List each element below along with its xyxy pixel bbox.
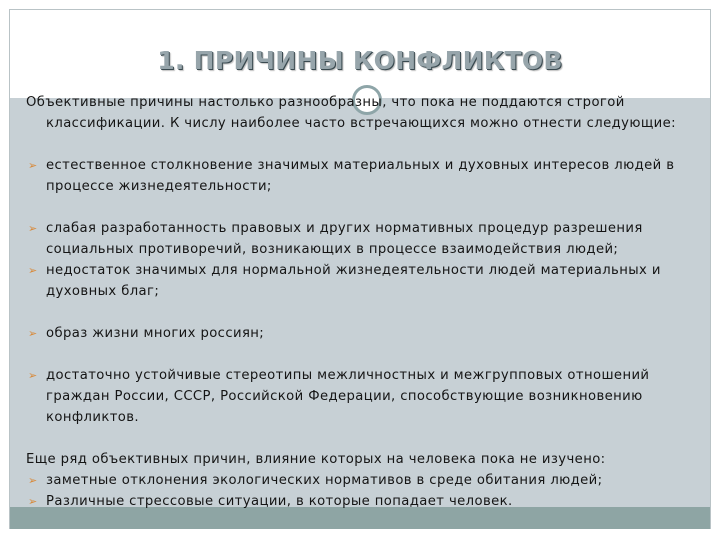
list-item — [26, 155, 686, 197]
list-item-text: слабая разработанность правовых и других нормативных процедур разрешения социальных противоречий, возникающих в процессе взаимодействия людей; — [46, 221, 643, 257]
list-item — [26, 323, 686, 344]
list-item — [26, 470, 686, 491]
additional-causes-list — [26, 470, 686, 512]
causes-list — [26, 155, 686, 428]
arrow-bullet-icon: ➢ — [28, 495, 38, 508]
list-item — [26, 260, 686, 302]
arrow-bullet-icon: ➢ — [28, 159, 38, 172]
outro-paragraph: Еще ряд объективных причин, влияние которых на человека пока не изучено: — [26, 452, 606, 467]
arrow-bullet-icon: ➢ — [28, 327, 38, 340]
list-item — [26, 218, 686, 260]
list-item-text: естественное столкновение значимых материальных и духовных интересов людей в процессе жизнедеятельности; — [46, 158, 675, 194]
intro-paragraph: Объективные причины настолько разнообразны, что пока не поддаются строгой классификации. К числу наиболее часто встречающихся можно отнести следующие: — [26, 95, 676, 131]
list-item-text: Различные стрессовые ситуации, в которые попадает человек. — [46, 494, 513, 509]
list-item-text: достаточно устойчивые стереотипы межличностных и межгрупповых отношений граждан России, СССР, Российской Федерации, способствующие возникновению конфликтов. — [46, 368, 650, 425]
list-item-text: образ жизни многих россиян; — [46, 326, 265, 341]
title-area — [10, 10, 710, 98]
list-item — [26, 491, 686, 512]
list-item-text: недостаток значимых для нормальной жизнедеятельности людей материальных и духовных благ; — [46, 263, 661, 299]
slide-title: 1. ПРИЧИНЫ КОНФЛИКТОВ — [157, 46, 563, 75]
arrow-bullet-icon: ➢ — [28, 474, 38, 487]
arrow-bullet-icon: ➢ — [28, 264, 38, 277]
list-item — [26, 365, 686, 428]
list-item-text: заметные отклонения экологических нормативов в среде обитания людей; — [46, 473, 603, 488]
slide-body — [26, 92, 686, 512]
arrow-bullet-icon: ➢ — [28, 369, 38, 382]
arrow-bullet-icon: ➢ — [28, 222, 38, 235]
